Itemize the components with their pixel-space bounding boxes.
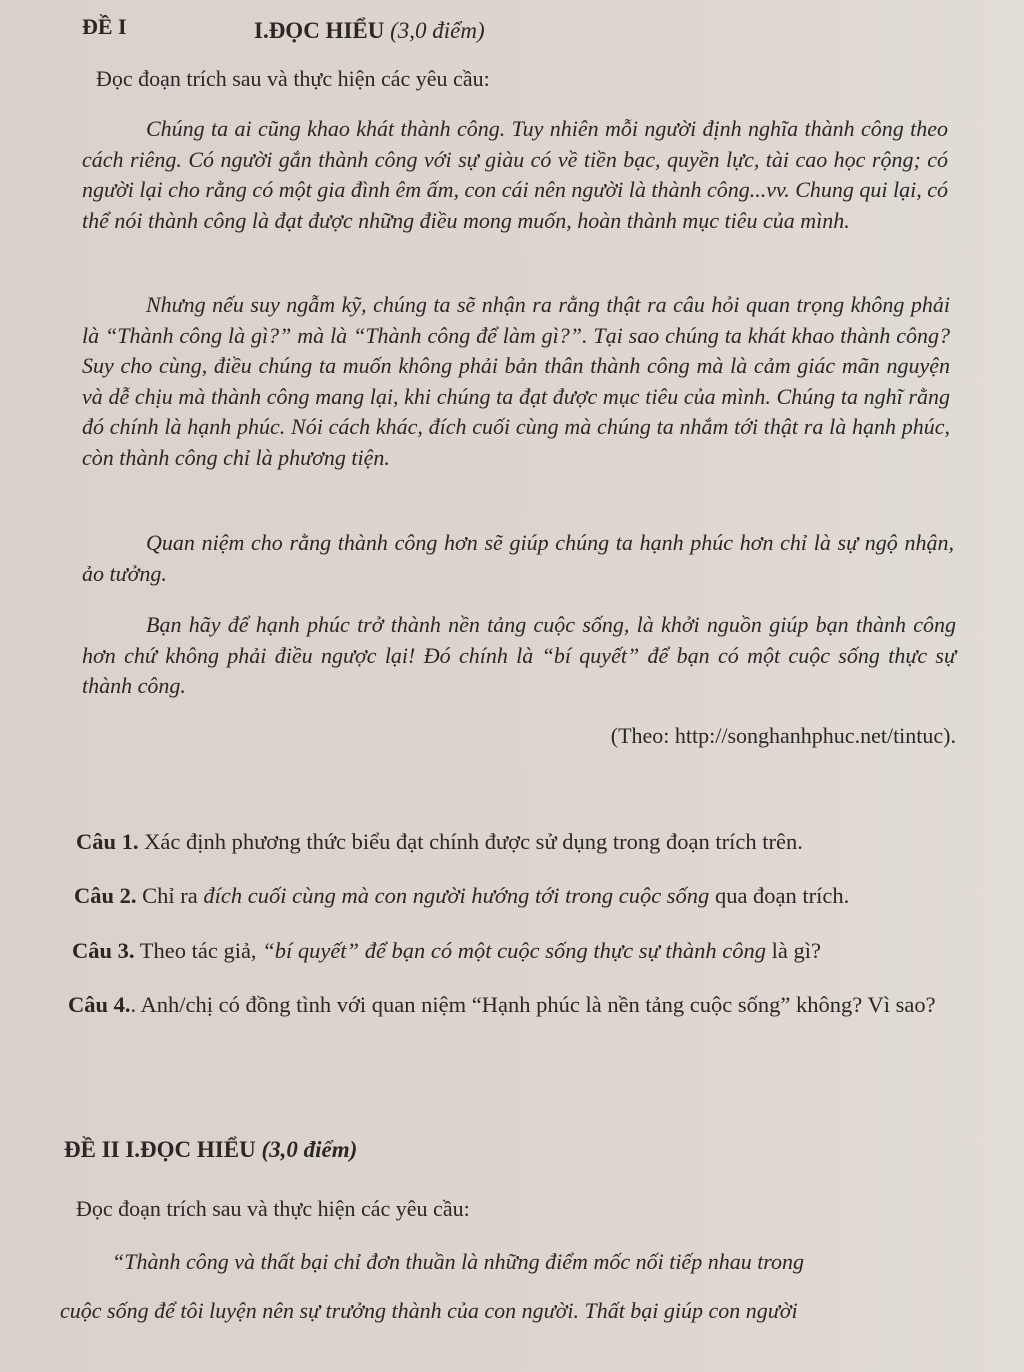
question-number: Câu 3. bbox=[72, 938, 135, 963]
question-text-post: qua đoạn trích. bbox=[714, 883, 850, 908]
section-points: (3,0 điểm) bbox=[390, 18, 485, 43]
question-text-pre: Theo tác giả, bbox=[139, 938, 257, 963]
passage-de2 bbox=[60, 1247, 980, 1326]
question-4 bbox=[68, 986, 948, 1023]
passage-de1-p3 bbox=[82, 528, 954, 589]
question-number: Câu 4. bbox=[68, 992, 131, 1017]
question-text: Xác định phương thức biểu đạt chính được sử dụng trong đoạn trích trên. bbox=[144, 829, 803, 854]
passage-paragraph-2: Nhưng nếu suy ngẫm kỹ, chúng ta sẽ nhận ra rằng thật ra câu hỏi quan trọng không phải là “Thành công là gì?” mà là “Thành công để làm gì?”. Tại sao chúng ta khát khao thành công? Suy cho cùng, điều chúng ta muốn không phải bản thân thành công mà là cảm giác mãn nguyện và dễ chịu mà thành công mang lại, khi chúng ta đạt được mục tiêu của mình. Chúng ta nghĩ rằng đó chính là hạnh phúc. Nói cách khác, đích cuối cùng mà chúng ta nhắm tới thật ra là hạnh phúc, còn thành công chỉ là phương tiện. bbox=[82, 292, 950, 470]
question-3 bbox=[72, 932, 962, 969]
passage-de1 bbox=[82, 114, 948, 236]
section-title-de1 bbox=[254, 18, 485, 44]
source-citation: (Theo: http://songhanhphuc.net/tintuc). bbox=[610, 723, 956, 748]
exam-label-de2: ĐỀ II I.ĐỌC HIỂU bbox=[64, 1137, 256, 1162]
question-2 bbox=[74, 877, 954, 914]
passage-de2-line-1: “Thành công và thất bại chỉ đơn thuần là những điểm mốc nối tiếp nhau trong bbox=[112, 1249, 805, 1274]
instruction-de1: Đọc đoạn trích sau và thực hiện các yêu cầu: bbox=[96, 66, 490, 91]
passage-de1-p4 bbox=[82, 610, 956, 702]
instruction-de2: Đọc đoạn trích sau và thực hiện các yêu cầu: bbox=[76, 1196, 470, 1221]
question-number: Câu 1. bbox=[76, 829, 139, 854]
question-text: . Anh/chị có đồng tình với quan niệm “Hạnh phúc là nền tảng cuộc sống” không? Vì sao? bbox=[130, 992, 936, 1017]
passage-de2-line-2: cuộc sống để tôi luyện nên sự trưởng thành của con người. Thất bại giúp con người bbox=[60, 1297, 798, 1323]
question-number: Câu 2. bbox=[74, 883, 137, 908]
question-text-italic: “bí quyết” để bạn có một cuộc sống thực sự thành công bbox=[262, 938, 767, 963]
passage-paragraph-4: Bạn hãy để hạnh phúc trở thành nền tảng cuộc sống, là khởi nguồn giúp bạn thành công hơn chứ không phải điều ngược lại! Đó chính là “bí quyết” để bạn có một cuộc sống thực sự thành công. bbox=[82, 612, 956, 698]
question-text-italic: đích cuối cùng mà con người hướng tới trong cuộc sống bbox=[203, 883, 710, 908]
passage-paragraph-3: Quan niệm cho rằng thành công hơn sẽ giúp chúng ta hạnh phúc hơn chỉ là sự ngộ nhận, ảo tưởng. bbox=[82, 530, 954, 586]
section-points-de2: (3,0 điểm) bbox=[261, 1137, 358, 1162]
section-title-de2 bbox=[64, 1137, 357, 1163]
question-text-post: là gì? bbox=[771, 938, 822, 963]
question-text-pre: Chỉ ra bbox=[142, 883, 198, 908]
question-1 bbox=[76, 823, 956, 860]
exam-label-de1: ĐỀ I bbox=[82, 14, 127, 39]
passage-de1-p2 bbox=[82, 290, 950, 473]
section-title-text: I.ĐỌC HIỂU bbox=[254, 18, 385, 43]
passage-paragraph-1: Chúng ta ai cũng khao khát thành công. Tuy nhiên mỗi người định nghĩa thành công theo cách riêng. Có người gắn thành công với sự giàu có về tiền bạc, quyền lực, tài cao học rộng; có người lại cho rằng có một gia đình êm ấm, con cái nên người là thành công...vv. Chung qui lại, có thể nói thành công là đạt được những điều mong muốn, hoàn thành mục tiêu của mình. bbox=[82, 116, 948, 233]
